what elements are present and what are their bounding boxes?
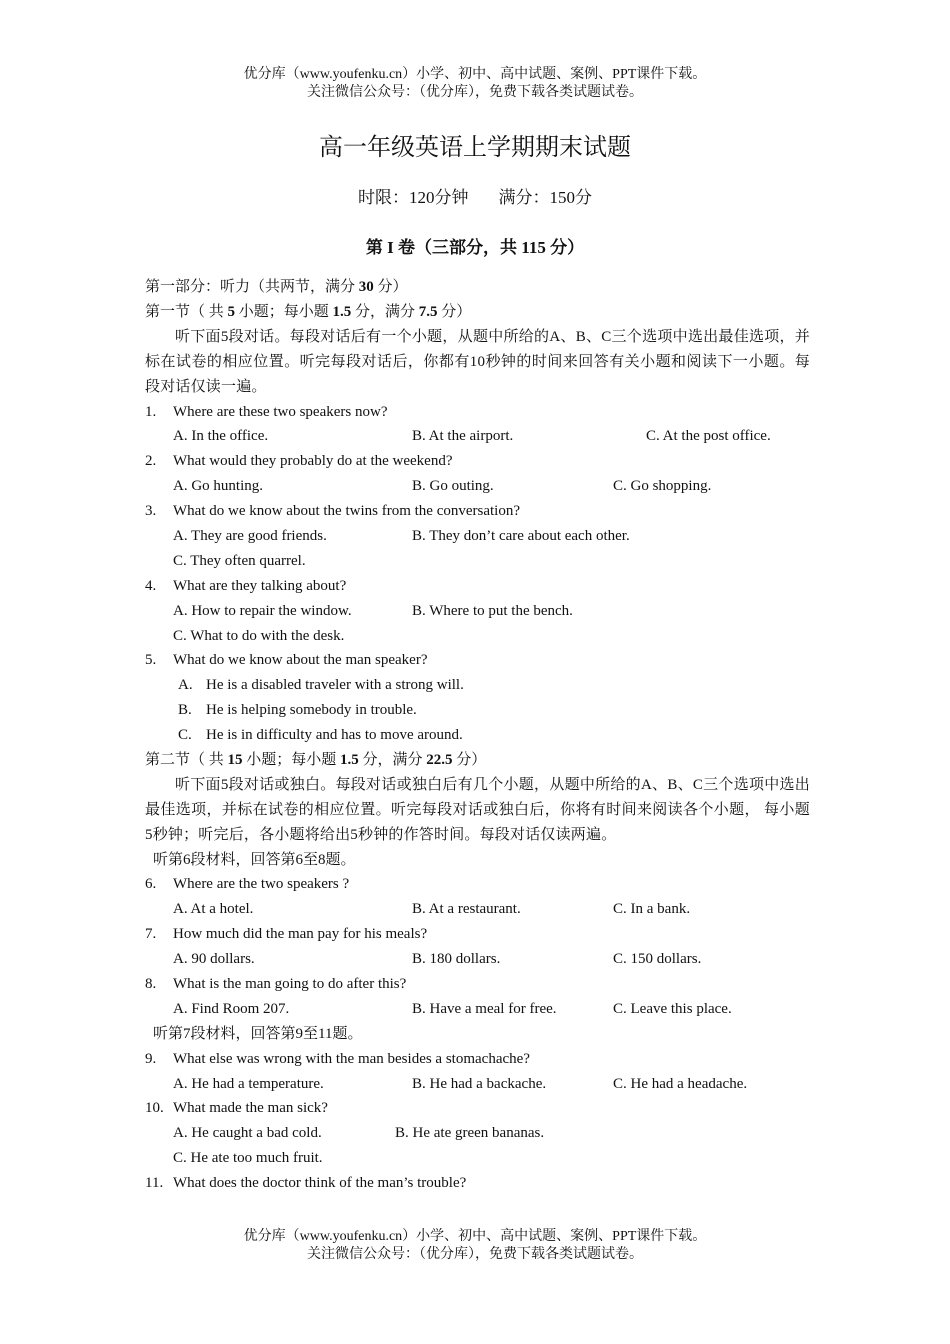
question-10: 10. What made the man sick? — [145, 1100, 328, 1117]
options-3 — [145, 524, 810, 549]
footer-line-2: 关注微信公众号：（优分库），免费下载各类试题试卷。 — [307, 1247, 643, 1262]
footer-line-1: 优分库（www.youfenku.cn）小学、初中、高中试题、案例、PPT课件下载。 — [243, 1229, 707, 1244]
option-c: C. What to do with the desk. — [173, 627, 345, 644]
full-score: 满分：150分 — [498, 188, 592, 207]
option-c: C. They often quarrel. — [173, 552, 306, 569]
question-5: 5. What do we know about the man speaker? — [145, 652, 428, 669]
option-b: B. They don’t care about each other. — [412, 527, 630, 544]
question-8: 8. What is the man going to do after this? — [145, 976, 407, 993]
options-4-cont — [145, 624, 810, 649]
question-2: 2. What would they probably do at the weekend? — [145, 453, 453, 470]
option-c: C. Go shopping. — [613, 478, 712, 495]
question-9: 9. What else was wrong with the man besides a stomachache? — [145, 1050, 530, 1067]
question-6: 6. Where are the two speakers ? — [145, 876, 350, 893]
exam-title: 高一年级英语上学期期末试题 — [319, 135, 631, 161]
options-3-cont — [145, 549, 810, 574]
exam-content — [145, 275, 810, 1196]
header-line-2: 关注微信公众号：（优分库），免费下载各类试题试卷。 — [307, 85, 643, 100]
material-heading-7: 听第7段材料，回答第9至11题。 — [153, 1025, 363, 1042]
option-a: A. At a hotel. — [173, 901, 254, 918]
option-a: A. They are good friends. — [173, 527, 327, 544]
option-b: B. He ate green bananas. — [395, 1125, 545, 1142]
exam-subtitle — [0, 187, 950, 209]
option-b: B. He had a backache. — [412, 1075, 547, 1092]
options-7 — [145, 947, 810, 972]
instructions-2: 听下面5段对话或独白。每段对话或独白后有几个小题，从题中所给的A、B、C三个选项中选出最佳选项，并标在试卷的相应位置。听完每段对话或独白后，你将有时间来阅读各个小题， 每小题5秒钟；听完后，各小题将给出5秒钟的作答时间。每段对话仅读两遍。 — [145, 776, 810, 843]
options-9 — [145, 1072, 810, 1097]
header-line-1: 优分库（www.youfenku.cn）小学、初中、高中试题、案例、PPT课件下载。 — [243, 67, 707, 82]
option-b: B. Go outing. — [412, 478, 494, 495]
option-c: C. Leave this place. — [613, 1000, 732, 1017]
question-4: 4. What are they talking about? — [145, 577, 347, 594]
option-b: B. He is helping somebody in trouble. — [178, 702, 417, 719]
option-a: A. He had a temperature. — [173, 1075, 324, 1092]
question-11: 11. What does the doctor think of the man’s trouble? — [145, 1175, 467, 1192]
question-1: 1. Where are these two speakers now? — [145, 403, 388, 420]
option-a: A. How to repair the window. — [173, 602, 352, 619]
option-c: C. At the post office. — [646, 428, 771, 445]
section-heading: 第一部分：听力（共两节，满分 30 分） — [145, 279, 408, 295]
time-limit: 时限：120分钟 — [358, 188, 469, 207]
option-a: A. Find Room 207. — [173, 1000, 290, 1017]
page-footer — [0, 1228, 950, 1264]
options-10 — [145, 1121, 810, 1146]
option-c: C. He ate too much fruit. — [173, 1150, 323, 1167]
question-7: 7. How much did the man pay for his meals? — [145, 926, 428, 943]
option-c: C. He had a headache. — [613, 1075, 748, 1092]
subsection-heading-2: 第二节（ 共 15 小题；每小题 1.5 分，满分 22.5 分） — [145, 751, 487, 768]
options-4 — [145, 599, 810, 624]
option-a: A. Go hunting. — [173, 478, 263, 495]
options-1 — [145, 424, 810, 449]
option-b: B. Have a meal for free. — [412, 1000, 557, 1017]
options-2 — [145, 474, 810, 499]
option-b: B. At the airport. — [412, 428, 514, 445]
page-header — [0, 66, 950, 102]
options-6 — [145, 897, 810, 922]
option-a: A. 90 dollars. — [173, 951, 255, 968]
option-b: B. At a restaurant. — [412, 901, 521, 918]
subsection-heading-1: 第一节（ 共 5 小题；每小题 1.5 分，满分 7.5 分） — [145, 303, 472, 320]
option-a: A. He caught a bad cold. — [173, 1125, 322, 1142]
option-b: B. 180 dollars. — [412, 951, 501, 968]
option-c: C. 150 dollars. — [613, 951, 702, 968]
option-a: A. He is a disabled traveler with a strong will. — [178, 677, 464, 694]
options-8 — [145, 997, 810, 1022]
option-b: B. Where to put the bench. — [412, 602, 573, 619]
options-10-cont — [145, 1146, 810, 1171]
material-heading-6: 听第6段材料，回答第6至8题。 — [153, 851, 356, 868]
option-c: C. He is in difficulty and has to move around. — [178, 727, 463, 744]
option-a: A. In the office. — [173, 428, 269, 445]
instructions-1: 听下面5段对话。每段对话后有一个小题，从题中所给的A、B、C三个选项中选出最佳选项，并标在试卷的相应位置。听完每段对话后，你都有10秒钟的时间来回答有关小题和阅读下一小题。每段对话仅读一遍。 — [145, 328, 810, 395]
question-3: 3. What do we know about the twins from the conversation? — [145, 503, 520, 520]
part-title: 第 I 卷（三部分，共 115 分） — [365, 238, 585, 257]
option-c: C. In a bank. — [613, 901, 691, 918]
